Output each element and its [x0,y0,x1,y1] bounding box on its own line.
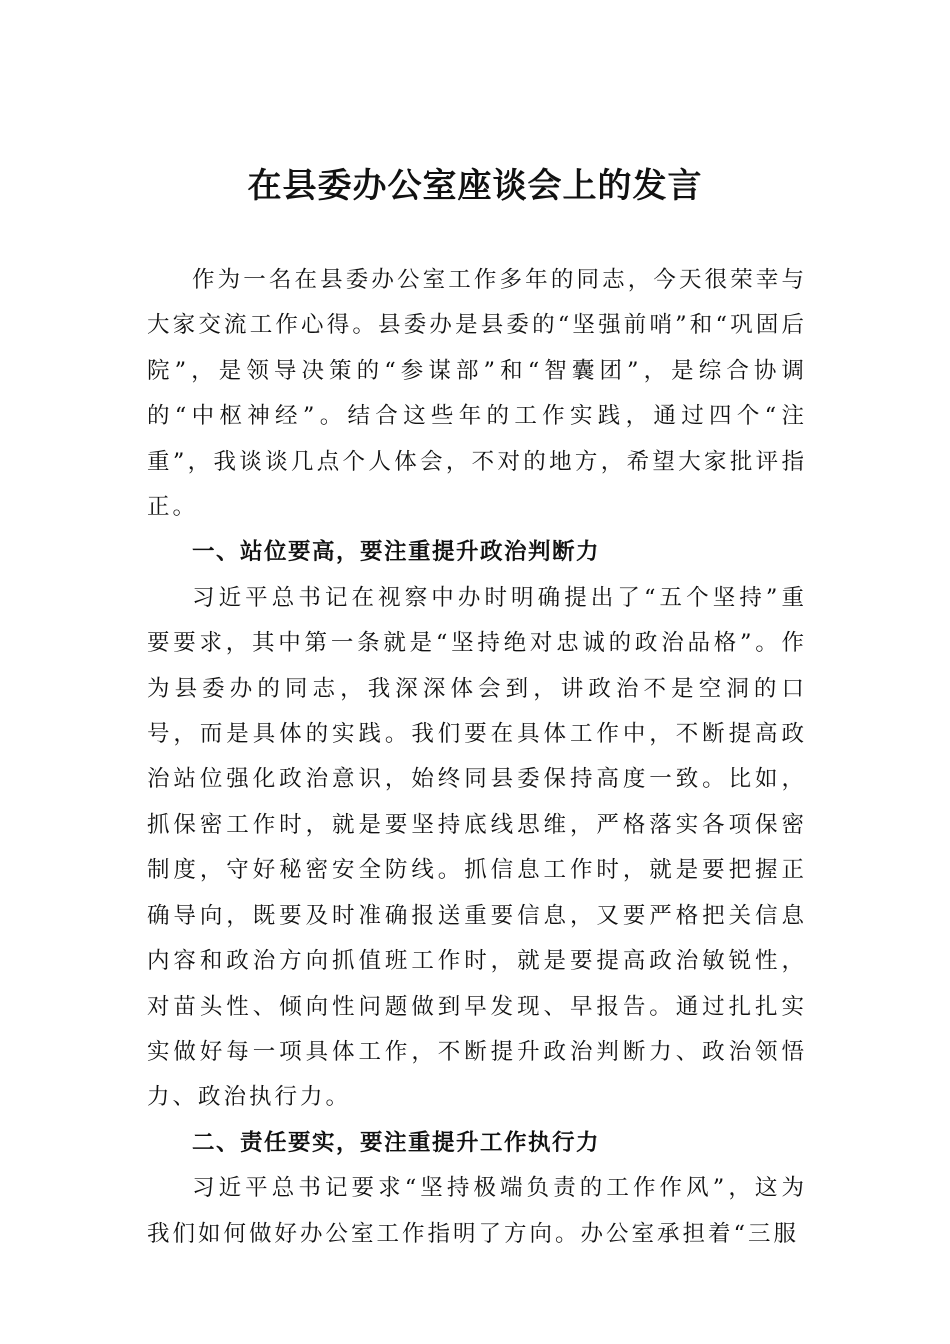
section-heading-2: 二、责任要实，要注重提升工作执行力 [192,1129,601,1156]
document-body [147,258,807,1257]
section-heading-1: 一、站位要高，要注重提升政治判断力 [192,539,601,566]
document-title: 在县委办公室座谈会上的发言 [247,166,703,206]
section-2-paragraph: 习近平总书记要求“坚持极端负责的工作作风”，这为我们如何做好办公室工作指明了方向。办公室承担着“三服 [147,1175,807,1247]
section-1-paragraph: 习近平总书记在视察中办时明确提出了“五个坚持”重要要求，其中第一条就是“坚持绝对忠诚的政治品格”。作为县委办的同志，我深深体会到，讲政治不是空洞的口号，而是具体的实践。我们要在具体工作中，不断提高政治站位强化政治意识，始终同县委保持高度一致。比如，抓保密工作时，就是要坚持底线思维，严格落实各项保密制度，守好秘密安全防线。抓信息工作时，就是要把握正确导向，既要及时准确报送重要信息，又要严格把关信息内容和政治方向抓值班工作时，就是要提高政治敏锐性，对苗头性、倾向性问题做到早发现、早报告。通过扎扎实实做好每一项具体工作，不断提升政治判断力、政治领悟力、政治执行力。 [147,584,807,1111]
intro-paragraph: 作为一名在县委办公室工作多年的同志，今天很荣幸与大家交流工作心得。县委办是县委的“坚强前哨”和“巩固后院”，是领导决策的“参谋部”和“智囊团”，是综合协调的“中枢神经”。结合这些年的工作实践，通过四个“注重”，我谈谈几点个人体会，不对的地方，希望大家批评指正。 [147,267,807,521]
